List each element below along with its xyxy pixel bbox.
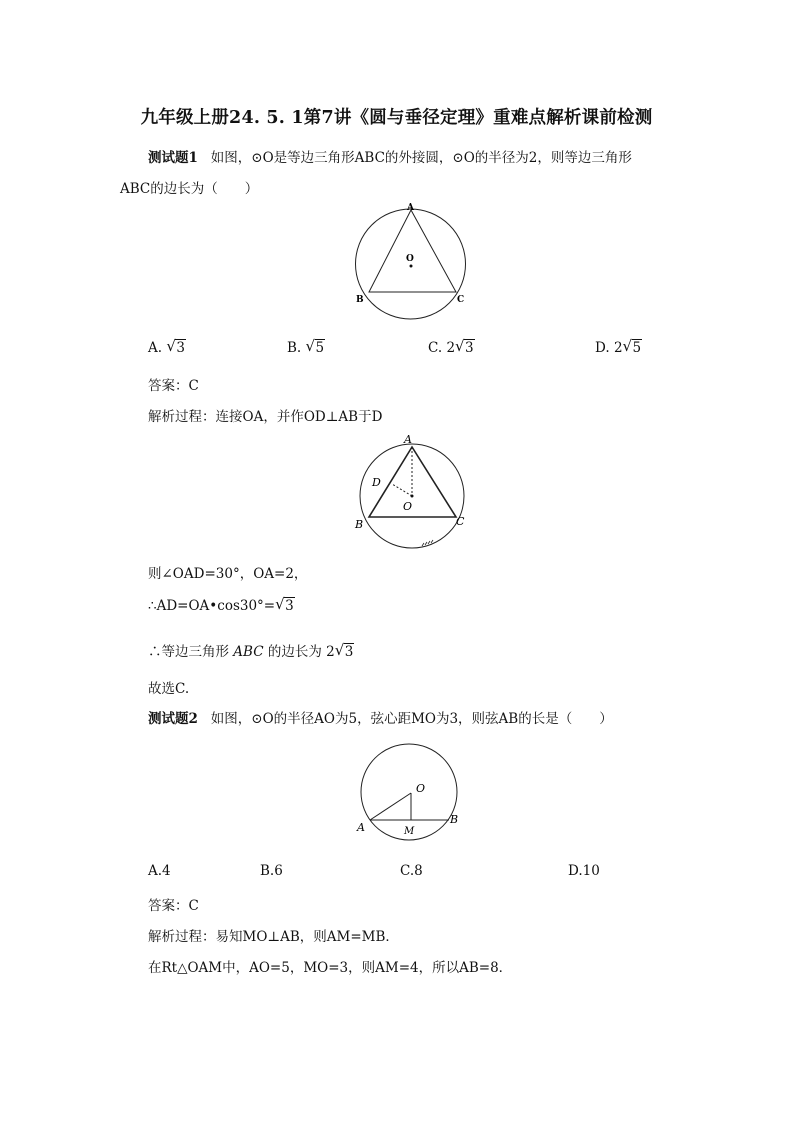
q1-step3-prefix: ∴等边三角形: [148, 644, 229, 660]
q2-option-a: A.4: [148, 863, 171, 879]
q2-analysis: 解析过程：易知MO⊥AB，则AM=MB．: [148, 929, 399, 945]
q1-option-c-radicand: 3: [465, 340, 474, 356]
q1-option-c-coef: 2: [446, 340, 456, 356]
q1-solution-tick-marks: [422, 540, 433, 546]
q1-text: [148, 146, 632, 166]
q1-solution-label-o: O: [403, 500, 413, 513]
q1-option-a: [148, 337, 186, 356]
q1-option-c-letter: C.: [428, 340, 443, 356]
q1-solution-od: [392, 484, 412, 496]
q2-label-a: A: [357, 821, 365, 834]
q1-triangle: [369, 210, 456, 292]
q1-step3-sqrt: √ 3: [334, 641, 354, 660]
q2-option-b: B.6: [260, 863, 283, 879]
q1-label-o: O: [406, 254, 414, 264]
q2-label: 测试题2: [148, 711, 198, 727]
q1-option-d-sqrt: √ 5: [622, 337, 642, 356]
q2-label-b: B: [450, 813, 459, 826]
q1-option-c-sqrt: √ 3: [455, 337, 474, 356]
q1-step3-radicand: 3: [344, 644, 354, 660]
q1-solution-label-b: B: [355, 518, 364, 531]
q1-step2-prefix: ∴AD=OA•cos30°=: [148, 598, 276, 614]
q2-label-o: O: [416, 782, 426, 795]
q1-text-line1: 如图，⊙O是等边三角形ABC的外接圆，⊙O的半径为2，则等边三角形: [210, 150, 632, 166]
q1-step3-coef: 2: [326, 644, 335, 660]
q1-step2-sqrt: √ 3: [275, 595, 294, 614]
q2-option-d: D.10: [568, 863, 600, 879]
q1-option-b-radicand: 5: [315, 340, 325, 356]
q1-step3: [148, 640, 354, 660]
q1-step3-italic: ABC: [233, 644, 264, 660]
q2-answer: 答案：C: [148, 898, 199, 914]
q1-center-dot: [410, 265, 413, 268]
q2-question: 如图，⊙O的半径AO为5，弦心距MO为3，则弦AB的长是（ ）: [210, 711, 613, 727]
q1-option-b: [287, 337, 325, 356]
q1-figure-circle-triangle: [350, 198, 480, 328]
q1-step3-mid: 的边长为: [267, 644, 322, 660]
q1-label-b: B: [356, 295, 364, 305]
q1-label-c: C: [457, 295, 465, 305]
q1-step2: [148, 595, 295, 614]
q2-radius-ao: [370, 793, 411, 820]
q1-solution-triangle: [369, 447, 456, 517]
q1-conclusion: 故选C.: [148, 681, 190, 697]
q2-step: 在Rt△OAM中，AO=5，MO=3，则AM=4，所以AB=8．: [148, 960, 513, 976]
q2-text: [148, 707, 613, 727]
q1-solution-label-c: C: [456, 515, 465, 528]
q1-label-a: A: [407, 203, 414, 213]
q1-option-a-sqrt: √ 3: [166, 337, 185, 356]
q1-option-c: [428, 337, 475, 356]
q2-figure: [350, 740, 470, 844]
q1-option-a-letter: A.: [148, 340, 163, 356]
q1-answer: 答案：C: [148, 378, 199, 394]
q1-option-d-coef: 2: [613, 340, 623, 356]
q1-solution-label-d: D: [372, 476, 381, 489]
q1-circle: [356, 209, 466, 319]
q2-label-m: M: [404, 826, 415, 837]
q1-solution-figure: [350, 430, 480, 552]
q1-analysis: 解析过程：连接OA，并作OD⊥AB于D: [148, 409, 383, 425]
q1-option-d: [595, 337, 642, 356]
q1-solution-center-dot: [411, 495, 414, 498]
q1-text-line2: ABC的边长为（ ）: [120, 181, 259, 197]
q1-option-d-radicand: 5: [632, 340, 642, 356]
q1-option-d-letter: D.: [595, 340, 610, 356]
q2-option-c: C.8: [400, 863, 423, 879]
q1-option-b-sqrt: √ 5: [305, 337, 325, 356]
q1-option-a-radicand: 3: [176, 340, 185, 356]
page-title: 九年级上册24. 5. 1第7讲《圆与垂径定理》重难点解析课前检测: [140, 108, 653, 128]
q1-option-b-letter: B.: [287, 340, 302, 356]
q1-solution-label-a: A: [404, 433, 412, 446]
q1-label: 测试题1: [148, 150, 198, 166]
q1-step2-radicand: 3: [285, 598, 294, 614]
q1-step1: 则∠OAD=30°，OA=2，: [148, 566, 308, 582]
